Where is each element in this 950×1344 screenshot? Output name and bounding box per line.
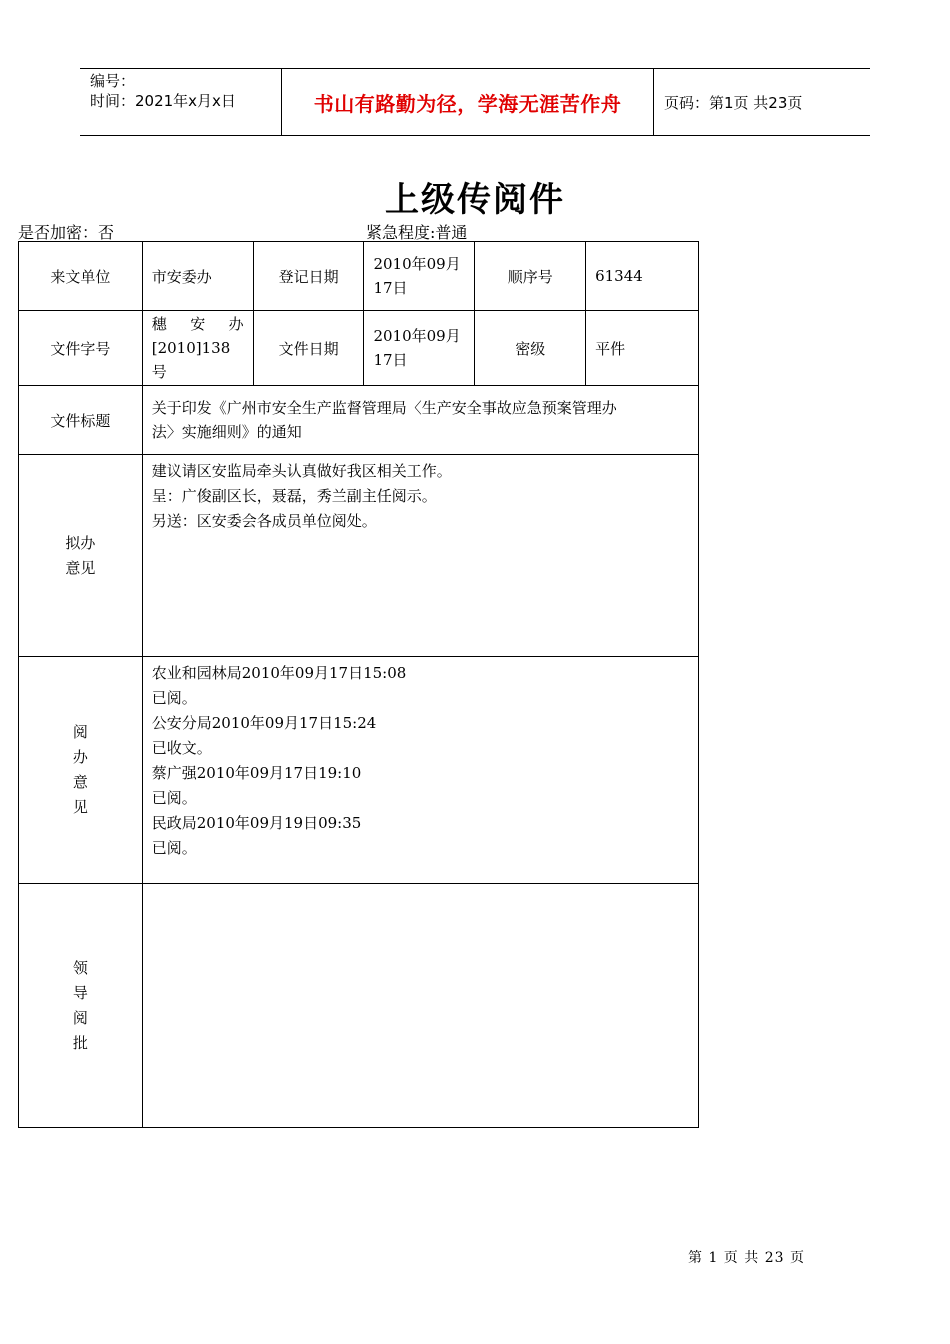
handling-line: 已阅。 — [151, 789, 197, 807]
proposal-label — [19, 455, 143, 657]
form-row-docno — [19, 311, 699, 386]
handling-line: 已阅。 — [151, 689, 197, 707]
handling-line: 已阅。 — [151, 839, 197, 857]
handling-line: 蔡广强2010年09月17日19:10 — [151, 764, 362, 782]
file-title-line1: 关于印发《广州市安全生产监督管理局〈生产安全事故应急预案管理办 — [151, 399, 617, 417]
circulation-form — [18, 241, 699, 1128]
leader-content — [142, 884, 698, 1128]
proposal-label-line1: 拟办 — [65, 533, 96, 552]
proposal-line: 另送：区安委会各成员单位阅处。 — [151, 512, 377, 530]
form-row-proposal — [19, 455, 699, 657]
proposal-content — [142, 455, 698, 657]
doc-date-label: 文件日期 — [253, 311, 364, 386]
reg-date-label: 登记日期 — [253, 242, 364, 311]
reg-date-line2: 17日 — [373, 279, 408, 297]
handling-line: 已收文。 — [151, 739, 212, 757]
leader-label-char: 阅 — [72, 1008, 88, 1027]
header-time: 时间：2021年x月x日 — [90, 92, 236, 110]
doc-no-label: 文件字号 — [19, 311, 143, 386]
seq-value: 61344 — [586, 242, 699, 311]
reg-date-value — [364, 242, 475, 311]
handling-label-char: 意 — [72, 773, 88, 791]
form-row-source — [19, 242, 699, 311]
header-motto: 书山有路勤为径，学海无涯苦作舟 — [282, 69, 654, 135]
seq-label: 顺序号 — [475, 242, 586, 311]
level-value: 平件 — [586, 311, 699, 386]
leader-label-char: 领 — [72, 958, 88, 977]
form-row-leader — [19, 884, 699, 1128]
file-title-label: 文件标题 — [19, 386, 143, 455]
handling-line: 民政局2010年09月19日09:35 — [151, 814, 362, 832]
handling-label-char: 办 — [72, 748, 88, 766]
handling-line: 农业和园林局2010年09月17日15:08 — [151, 664, 407, 682]
doc-no-line1 — [152, 312, 244, 336]
document-title: 上级传阅件 — [385, 180, 565, 220]
urgency-level: 紧急程度:普通 — [366, 223, 468, 242]
leader-label-char: 导 — [72, 983, 88, 1002]
page-header — [80, 68, 870, 136]
doc-date-line2: 17日 — [373, 351, 408, 369]
source-unit-value: 市安委办 — [142, 242, 253, 311]
handling-content — [142, 657, 698, 884]
doc-no-char-c: 办 — [228, 315, 244, 333]
header-number: 编号： — [90, 72, 136, 90]
header-meta — [80, 69, 282, 135]
doc-no-char-a: 穗 — [151, 315, 167, 333]
leader-label-char: 批 — [72, 1033, 88, 1052]
handling-label-char: 见 — [72, 798, 88, 816]
doc-no-line3: 号 — [151, 363, 167, 381]
doc-no-char-b: 安 — [190, 315, 206, 333]
file-title-value — [142, 386, 698, 455]
handling-label-char: 阅 — [72, 723, 88, 741]
proposal-label-line2: 意见 — [65, 558, 96, 577]
proposal-line: 呈：广俊副区长，聂磊，秀兰副主任阅示。 — [151, 487, 437, 505]
page-footer: 第 1 页 共 23 页 — [688, 1250, 805, 1266]
file-title-line2: 法〉实施细则》的通知 — [151, 423, 302, 441]
doc-date-value — [364, 311, 475, 386]
form-row-handling — [19, 657, 699, 884]
form-row-title — [19, 386, 699, 455]
handling-line: 公安分局2010年09月17日15:24 — [151, 714, 377, 732]
source-unit-label: 来文单位 — [19, 242, 143, 311]
header-page-info: 页码：第1页 共23页 — [664, 93, 803, 112]
handling-label — [19, 657, 143, 884]
doc-no-line2: [2010]138 — [151, 339, 231, 357]
secret-flag: 是否加密：否 — [18, 223, 115, 242]
doc-no-value — [142, 311, 253, 386]
level-label: 密级 — [475, 311, 586, 386]
leader-label — [19, 884, 143, 1128]
doc-date-line1: 2010年09月 — [373, 327, 461, 345]
reg-date-line1: 2010年09月 — [373, 255, 461, 273]
proposal-line: 建议请区安监局牵头认真做好我区相关工作。 — [151, 462, 452, 480]
